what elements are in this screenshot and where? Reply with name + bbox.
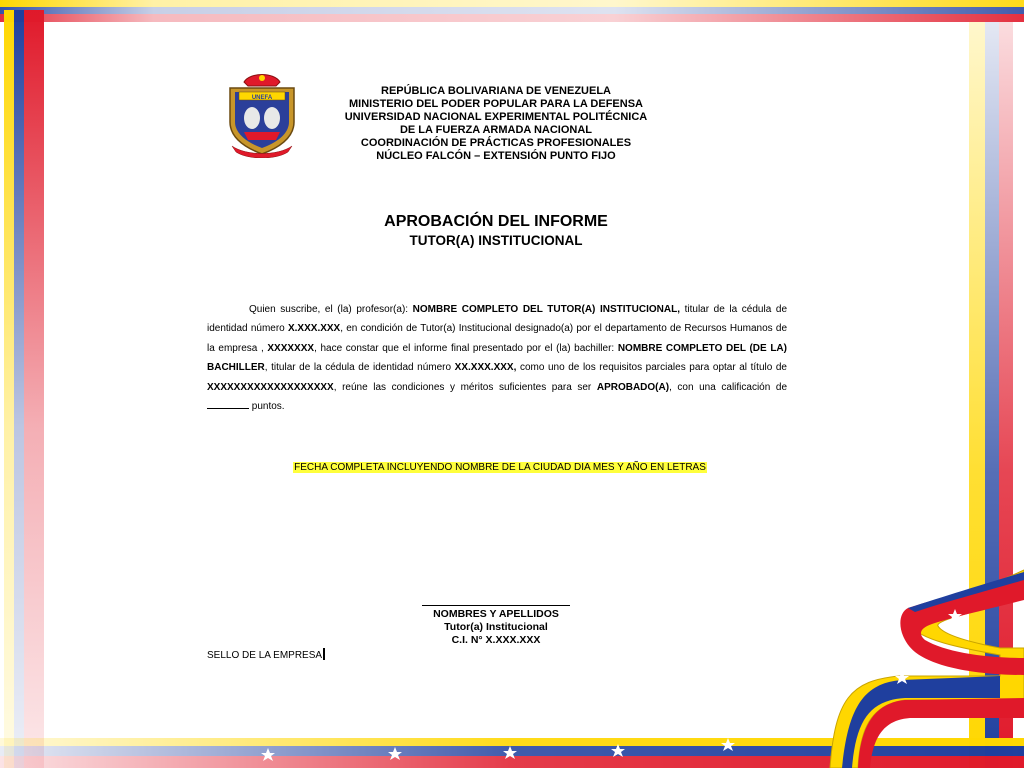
degree-title: XXXXXXXXXXXXXXXXXXX (207, 381, 334, 393)
body-text-segment: , con una calificación de (669, 381, 788, 393)
body-text-segment: Quien suscribe, el (la) profesor(a): (249, 304, 413, 315)
tutor-name: NOMBRE COMPLETO DEL TUTOR(A) INSTITUCIONAL, (412, 304, 680, 315)
document-subtitle: TUTOR(A) INSTITUCIONAL (409, 233, 583, 248)
date-placeholder-text: FECHA COMPLETA INCLUYENDO NOMBRE DE LA CIUDAD DIA MES Y AÑO EN LETRAS (294, 462, 706, 473)
header-line: COORDINACIÓN DE PRÁCTICAS PROFESIONALES (360, 137, 632, 149)
header-line: MINISTERIO DEL PODER POPULAR PARA LA DEFENSA (349, 98, 643, 110)
header-line: UNIVERSIDAD NACIONAL EXPERIMENTAL POLITÉCNICA (344, 111, 648, 123)
grade-blank-field[interactable] (207, 400, 249, 409)
tutor-id-number: X.XXX.XXX (287, 323, 341, 335)
company-stamp-label: SELLO DE LA EMPRESA (207, 650, 323, 661)
body-text-segment: puntos. (249, 401, 285, 413)
date-placeholder (200, 461, 800, 475)
signatory-id: C.I. N° X.XXX.XXX (451, 634, 541, 646)
signatory-name: NOMBRES Y APELLIDOS (433, 608, 559, 620)
header-line: NÚCLEO FALCÓN – EXTENSIÓN PUNTO FIJO (376, 150, 616, 162)
student-id-number: XX.XXX.XXX, (454, 362, 517, 374)
approval-status: APROBADO(A) (596, 381, 670, 393)
body-text-segment: , hace constar que el informe final presentado por el (la) bachiller: (314, 342, 618, 354)
company-stamp-area[interactable] (207, 648, 325, 663)
crest-lettering: UNEFA (251, 95, 273, 101)
signature-block (396, 605, 596, 647)
body-text-segment: titular de la cédula de identidad número (207, 304, 787, 335)
signatory-role: Tutor(a) Institucional (444, 621, 548, 633)
body-text-segment: , en condición de Tutor(a) Institucional designado(a) por el departamento de Recursos Humanos de la empresa , (207, 323, 788, 354)
text-cursor (323, 648, 325, 660)
company-name: XXXXXXX (267, 342, 315, 354)
student-name: NOMBRE COMPLETO DEL (DE LA) BACHILLER (207, 342, 787, 374)
header-line: REPÚBLICA BOLIVARIANA DE VENEZUELA (381, 85, 611, 97)
body-text-segment: como uno de los requisitos parciales para optar al título de (516, 362, 787, 374)
document-title: APROBACIÓN DEL INFORME (384, 213, 608, 230)
signature-line (422, 605, 570, 607)
university-crest-logo (226, 72, 298, 158)
institution-header (300, 85, 692, 163)
body-paragraph (207, 300, 787, 416)
body-text-segment: , reúne las condiciones y méritos suficientes para ser (333, 381, 597, 393)
header-line: DE LA FUERZA ARMADA NACIONAL (399, 124, 593, 136)
body-text-segment: , titular de la cédula de identidad número (264, 362, 455, 374)
